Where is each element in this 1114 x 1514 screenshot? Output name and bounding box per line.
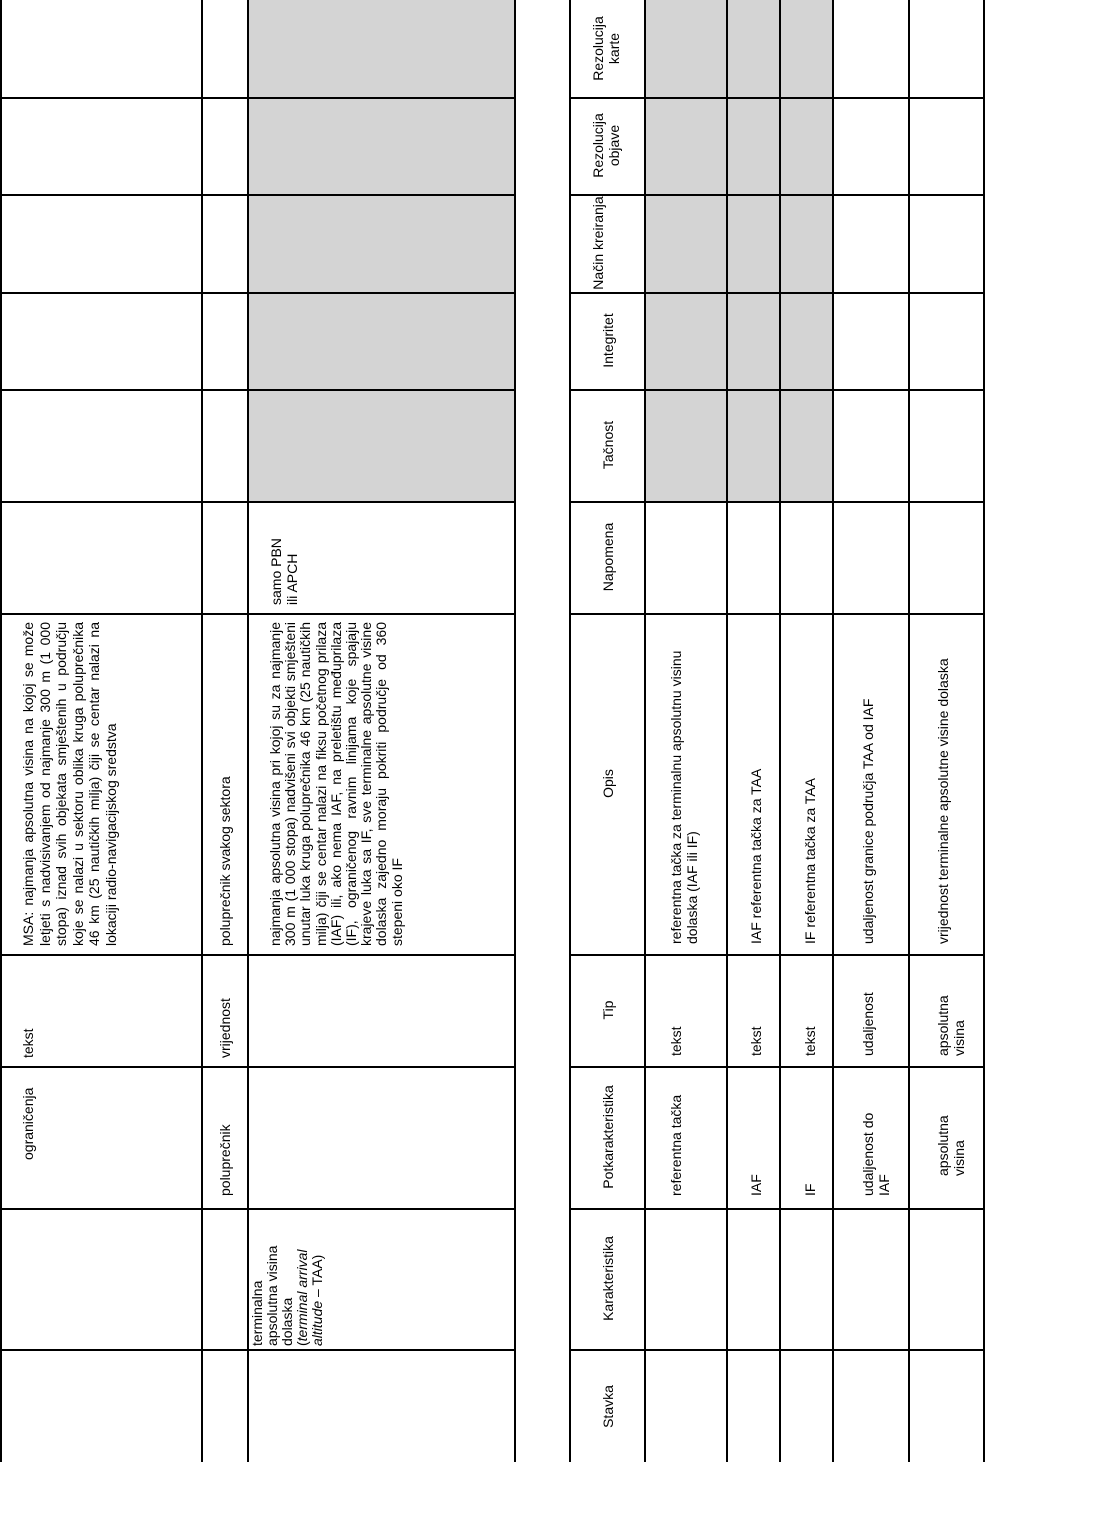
row-opis: referentna tačka za terminalnu apsolutnu visinu dolaska (IAF ili IF) bbox=[668, 650, 700, 944]
karakteristika-line bbox=[310, 1211, 325, 1346]
table-border bbox=[514, 0, 516, 1462]
row-podkarakteristika: apsolutna visina bbox=[935, 1115, 967, 1176]
table-border bbox=[569, 1349, 985, 1351]
table-border bbox=[0, 0, 2, 1462]
shaded-cell bbox=[646, 0, 726, 501]
shaded-cell bbox=[728, 0, 779, 501]
header-potkarakteristika: Potkarakteristika bbox=[600, 1085, 616, 1189]
row-opis: vrijednost terminalne apsolutne visine dolaska bbox=[935, 658, 951, 944]
row-tip: udaljenost bbox=[860, 992, 876, 1056]
row2-tip: vrijednost bbox=[217, 998, 233, 1058]
table-border bbox=[832, 0, 834, 1462]
table-border bbox=[569, 194, 985, 196]
table-border bbox=[0, 613, 516, 615]
table-border bbox=[908, 0, 910, 1462]
row1-podkarakteristika: ograničenja bbox=[20, 1087, 36, 1160]
table-border bbox=[983, 0, 985, 1462]
karakteristika-line: apsolutna visina bbox=[264, 1245, 280, 1346]
row3-napomena: samo PBN ili APCH bbox=[268, 538, 300, 605]
row-opis: IAF referentna tačka za TAA bbox=[748, 768, 764, 944]
row1-tip: tekst bbox=[20, 1028, 36, 1058]
table-border bbox=[0, 1208, 516, 1210]
header-tip: Tip bbox=[600, 1000, 616, 1020]
row-opis: IF referentna tačka za TAA bbox=[802, 777, 818, 944]
row-opis: udaljenost granice područja TAA od IAF bbox=[860, 698, 876, 944]
karakteristika-line bbox=[295, 1211, 310, 1346]
header-tacnost: Tačnost bbox=[600, 420, 616, 470]
table-border bbox=[0, 1066, 516, 1068]
header-nacin-kreiranja: Način kreiranja bbox=[590, 196, 606, 290]
row-podkarakteristika: udaljenost do IAF bbox=[860, 1112, 892, 1196]
row3-opis: najmanja apsolutna visina pri kojoj su za najmanje 300 m (1 000 stopa) nadvišeni svi objekti smješteni unutar luka kruga poluprečnika 46 km (25 nautičkih milja) čiji se centar nalazi na fiksu početnog prilaza (IAF) ili, ako nema IAF, na preletištu međuprilaza (IF), ograničenog ravnim linijama koje spajaju krajeve luka sa IF, sve terminalne apsolutne visine dolaska zajedno moraju pokriti područje od 360 stepeni oko IF bbox=[267, 622, 405, 946]
italic-text: terminal arrival bbox=[294, 1249, 310, 1342]
row-podkarakteristika: referentna tačka bbox=[668, 1094, 684, 1196]
row-podkarakteristika: IF bbox=[802, 1183, 818, 1196]
table-border bbox=[569, 1066, 985, 1068]
table-border bbox=[569, 0, 571, 1462]
header-rezolucija-karte: Rezolucija karte bbox=[590, 16, 622, 81]
table-border bbox=[569, 1208, 985, 1210]
text-span: – TAA) bbox=[309, 1254, 325, 1301]
table-border bbox=[569, 954, 985, 956]
table-border bbox=[0, 292, 516, 294]
header-stavka: Stavka bbox=[600, 1385, 616, 1428]
table-border bbox=[644, 0, 646, 1462]
italic-text: altitude bbox=[309, 1300, 325, 1346]
table-border bbox=[0, 389, 516, 391]
row2-opis: poluprečnik svakog sektora bbox=[217, 776, 233, 946]
table-border bbox=[569, 501, 985, 503]
row3-karakteristika bbox=[250, 1211, 325, 1346]
table-border bbox=[201, 0, 203, 1462]
table-border bbox=[779, 0, 781, 1462]
header-opis: Opis bbox=[600, 769, 616, 798]
table-border bbox=[569, 97, 985, 99]
header-integritet: Integritet bbox=[600, 313, 616, 368]
header-karakteristika: Karakteristika bbox=[600, 1236, 616, 1321]
table-border bbox=[0, 97, 516, 99]
table-border bbox=[247, 0, 249, 1462]
table-border bbox=[0, 194, 516, 196]
shaded-cell bbox=[781, 0, 832, 501]
table-border bbox=[569, 389, 985, 391]
row-tip: tekst bbox=[802, 1026, 818, 1056]
table-border bbox=[569, 292, 985, 294]
row-tip: tekst bbox=[748, 1026, 764, 1056]
table-border bbox=[726, 0, 728, 1462]
table-border bbox=[569, 613, 985, 615]
row1-opis: MSA: najmanja apsolutna visina na kojoj se može letjeti s nadvisivanjem od najmanje 300 m (1 000 stopa) iznad svih objekata smještenih u području koje se nalazi u sektoru oblika kruga poluprečnika 46 km (25 nautičkih milja) čiji se centar nalazi na lokaciji radio-navigacijskog sredstva bbox=[20, 622, 119, 946]
shaded-cell bbox=[249, 0, 515, 501]
table-border bbox=[0, 954, 516, 956]
header-napomena: Napomena bbox=[600, 522, 616, 592]
table-border bbox=[0, 1349, 516, 1351]
row-tip: apsolutna visina bbox=[935, 995, 967, 1056]
karakteristika-line: dolaska bbox=[279, 1297, 295, 1346]
row-podkarakteristika: IAF bbox=[748, 1174, 764, 1196]
karakteristika-line: terminalna bbox=[249, 1280, 265, 1346]
table-border bbox=[0, 501, 516, 503]
row-tip: tekst bbox=[668, 1026, 684, 1056]
header-rezolucija-objave: Rezolucija objave bbox=[590, 113, 622, 178]
row2-podkarakteristika: poluprečnik bbox=[217, 1124, 233, 1196]
text-span: ( bbox=[294, 1341, 310, 1346]
